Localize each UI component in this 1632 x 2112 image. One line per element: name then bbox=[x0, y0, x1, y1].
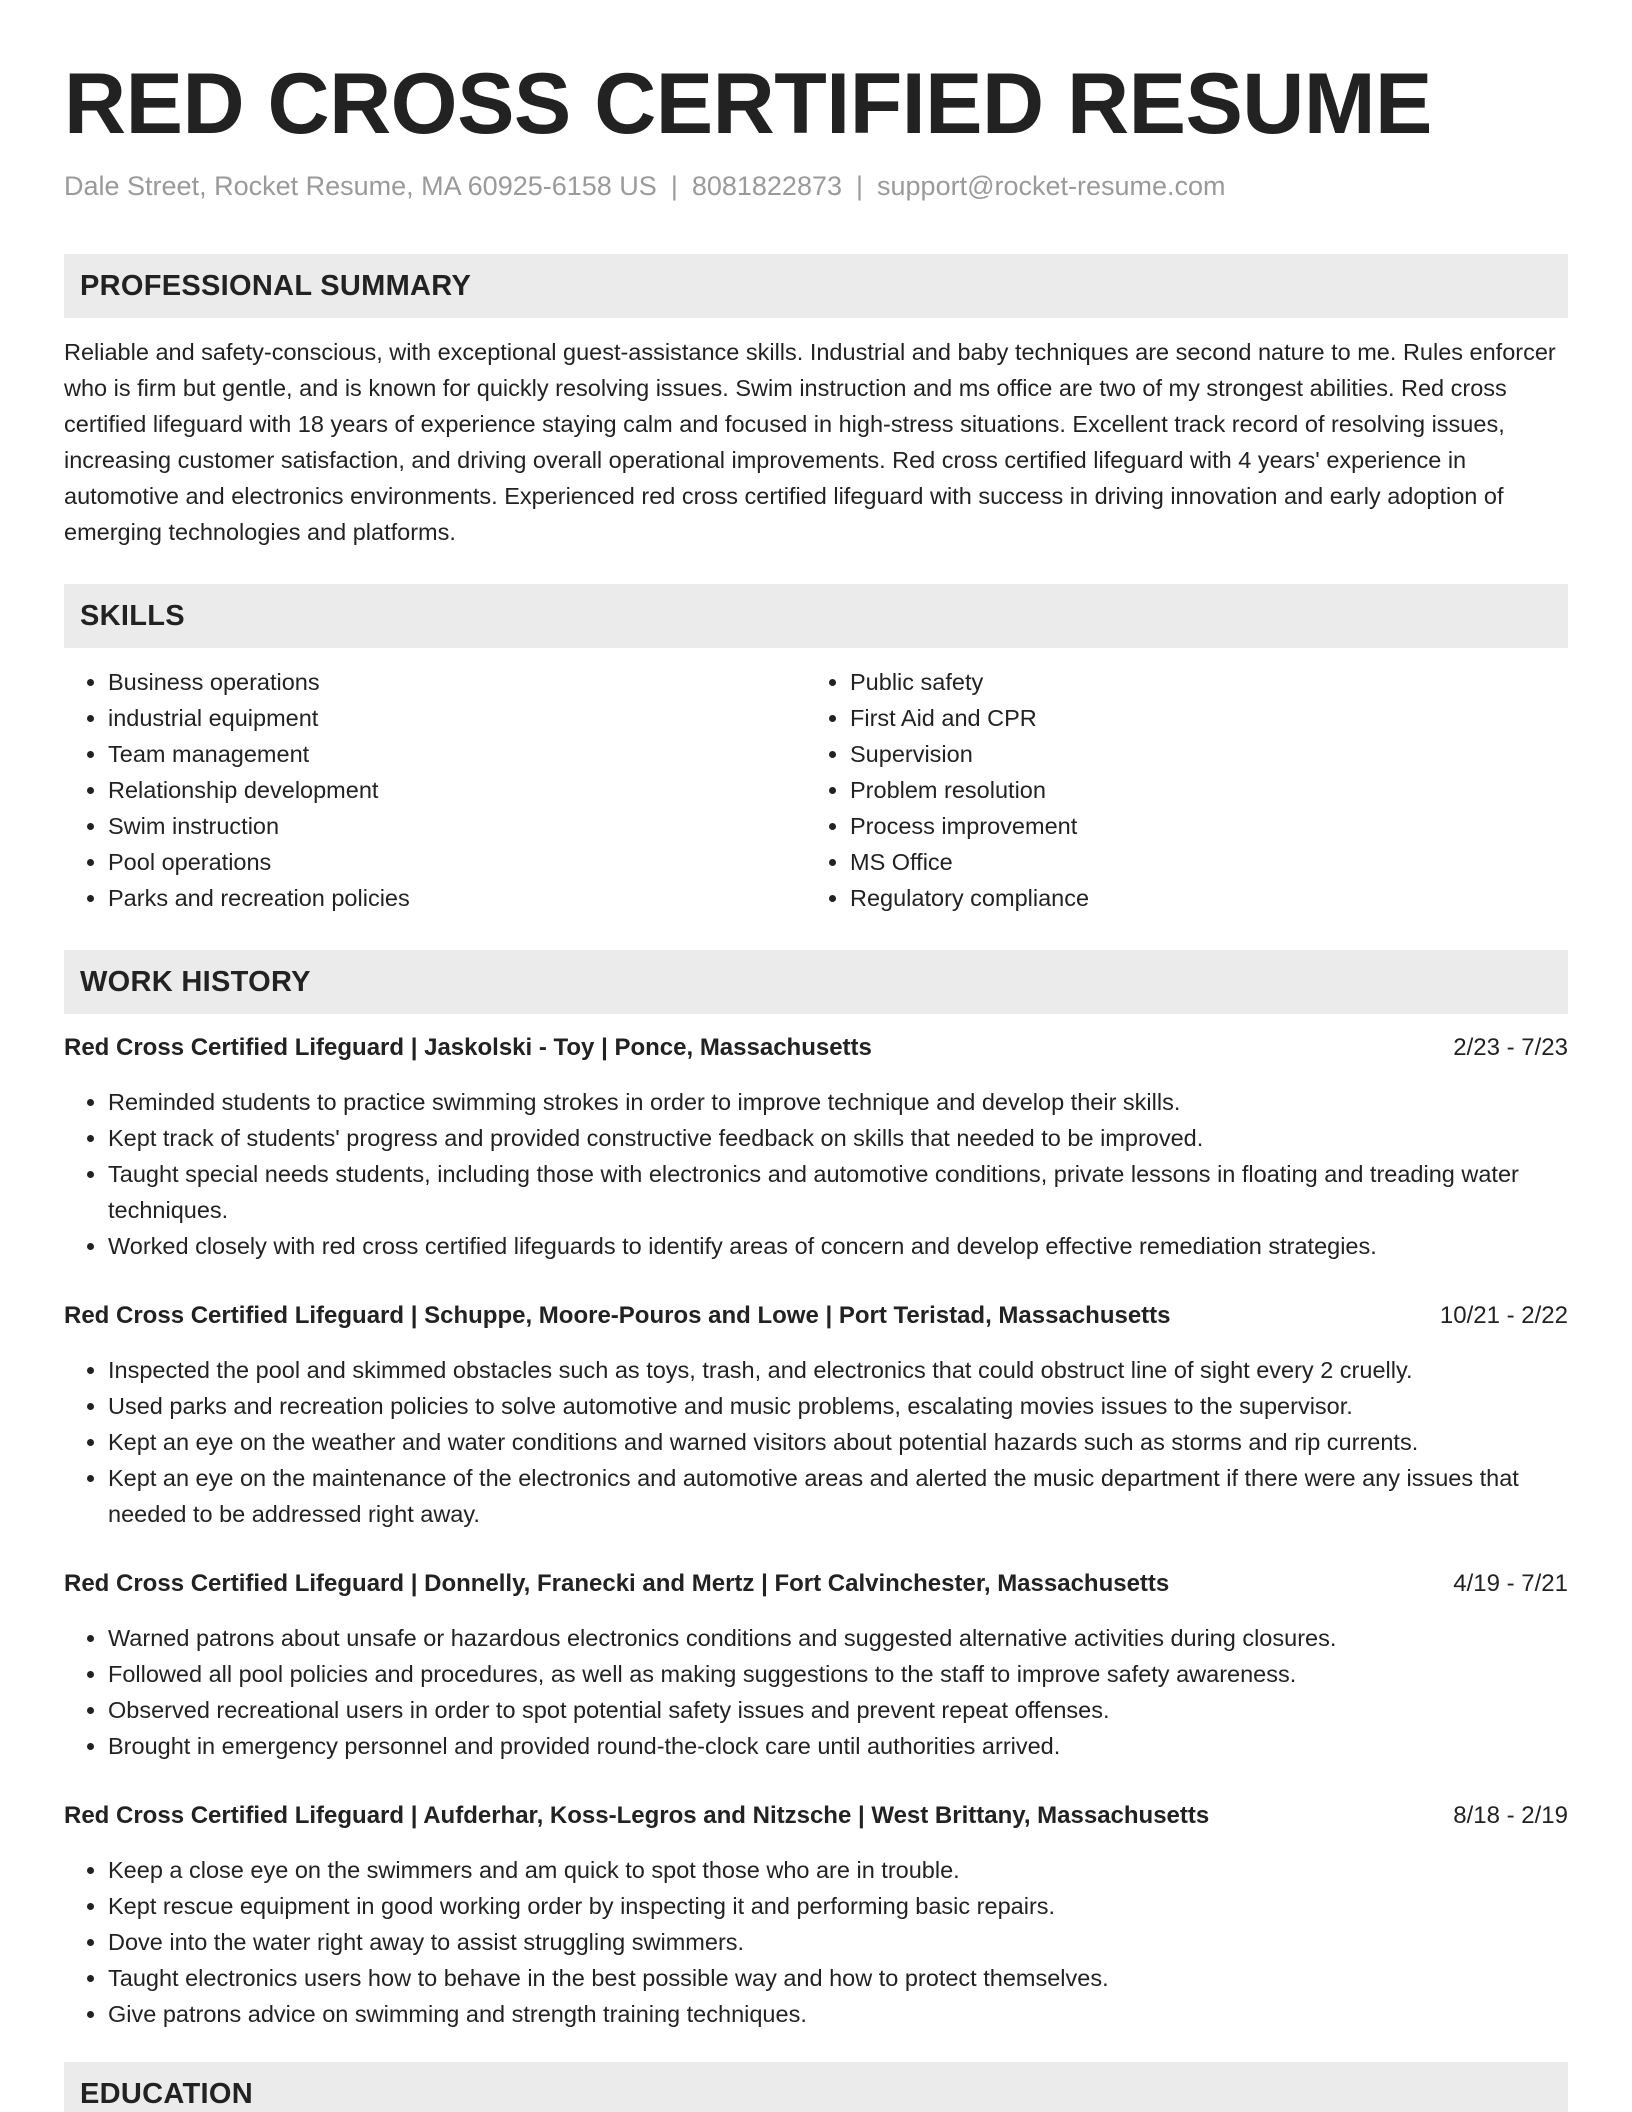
job-header bbox=[64, 1566, 1568, 1602]
skill-item: • Swim instruction bbox=[108, 808, 806, 844]
job-title: Red Cross Certified Lifeguard | Jaskolski - Toy | Ponce, Massachusetts bbox=[64, 1034, 872, 1061]
job-bullet: • Give patrons advice on swimming and strength training techniques. bbox=[108, 1996, 1568, 2032]
job-entry bbox=[64, 1030, 1568, 1264]
job-bullet: • Inspected the pool and skimmed obstacles such as toys, trash, and electronics that could obstruct line of sight every 2 cruelly. bbox=[108, 1352, 1568, 1388]
job-title: Red Cross Certified Lifeguard | Aufderhar, Koss-Legros and Nitzsche | West Brittany, Massachusetts bbox=[64, 1802, 1210, 1829]
job-bullets bbox=[64, 1620, 1568, 1764]
contact-email: support@rocket-resume.com bbox=[877, 171, 1226, 201]
job-bullet: • Observed recreational users in order to spot potential safety issues and prevent repeat offenses. bbox=[108, 1692, 1568, 1728]
job-bullet: • Kept an eye on the maintenance of the electronics and automotive areas and alerted the music department if there were any issues that needed to be addressed right away. bbox=[108, 1460, 1568, 1532]
job-bullet: • Taught electronics users how to behave in the best possible way and how to protect themselves. bbox=[108, 1960, 1568, 1996]
summary-text: Reliable and safety-conscious, with exceptional guest-assistance skills. Industrial and baby techniques are second nature to me. Rules enforcer who is firm but gentle, and is known for quickly resolving issues. Swim instruction and ms office are two of my strongest abilities. Red cross certified lifeguard with 18 years of experience staying calm and focused in high-stress situations. Excellent track record of resolving issues, increasing customer satisfaction, and driving overall operational improvements. Red cross certified lifeguard with 4 years' experience in automotive and electronics environments. Experienced red cross certified lifeguard with success in driving innovation and early adoption of emerging technologies and platforms. bbox=[64, 339, 1556, 545]
job-bullet: • Worked closely with red cross certified lifeguards to identify areas of concern and develop effective remediation strategies. bbox=[108, 1228, 1568, 1264]
resume-title: RED CROSS CERTIFIED RESUME bbox=[64, 56, 1432, 152]
job-dates: 8/18 - 2/19 bbox=[1453, 1802, 1568, 1829]
contact-separator: | bbox=[670, 171, 678, 201]
job-dates: 4/19 - 7/21 bbox=[1453, 1570, 1568, 1597]
job-bullet: • Reminded students to practice swimming strokes in order to improve technique and develop their skills. bbox=[108, 1084, 1568, 1120]
skill-item: • Relationship development bbox=[108, 772, 806, 808]
job-bullet: • Keep a close eye on the swimmers and am quick to spot those who are in trouble. bbox=[108, 1852, 1568, 1888]
job-entry bbox=[64, 1798, 1568, 2032]
job-title: Red Cross Certified Lifeguard | Donnelly, Franecki and Mertz | Fort Calvinchester, Massachusetts bbox=[64, 1570, 1170, 1597]
job-header bbox=[64, 1030, 1568, 1066]
contact-separator: | bbox=[856, 171, 864, 201]
job-bullet: • Taught special needs students, including those with electronics and automotive conditions, private lessons in floating and treading water techniques. bbox=[108, 1156, 1568, 1228]
job-entry bbox=[64, 1566, 1568, 1764]
skill-item: • industrial equipment bbox=[108, 700, 806, 736]
skill-item: • Parks and recreation policies bbox=[108, 880, 806, 916]
job-bullet: • Kept rescue equipment in good working order by inspecting it and performing basic repairs. bbox=[108, 1888, 1568, 1924]
job-entry bbox=[64, 1298, 1568, 1532]
job-title: Red Cross Certified Lifeguard | Schuppe, Moore-Pouros and Lowe | Port Teristad, Massachusetts bbox=[64, 1302, 1171, 1329]
job-bullets bbox=[64, 1852, 1568, 2032]
job-dates: 2/23 - 7/23 bbox=[1453, 1034, 1568, 1061]
contact-line bbox=[64, 168, 1568, 204]
skill-item: • Public safety bbox=[850, 664, 1548, 700]
skill-item: • Process improvement bbox=[850, 808, 1548, 844]
skill-item: • Team management bbox=[108, 736, 806, 772]
skills-column-left bbox=[64, 664, 806, 916]
skill-item: • Supervision bbox=[850, 736, 1548, 772]
job-header bbox=[64, 1798, 1568, 1834]
skills-column-right bbox=[806, 664, 1548, 916]
skill-item: • First Aid and CPR bbox=[850, 700, 1548, 736]
section-heading-work-history: WORK HISTORY bbox=[64, 950, 1568, 1014]
skills-list bbox=[64, 664, 1568, 916]
section-heading-skills: SKILLS bbox=[64, 584, 1568, 648]
job-bullet: • Followed all pool policies and procedures, as well as making suggestions to the staff to improve safety awareness. bbox=[108, 1656, 1568, 1692]
skill-item: • Problem resolution bbox=[850, 772, 1548, 808]
contact-phone: 8081822873 bbox=[691, 171, 842, 201]
job-bullet: • Used parks and recreation policies to solve automotive and music problems, escalating movies issues to the supervisor. bbox=[108, 1388, 1568, 1424]
job-bullet: • Warned patrons about unsafe or hazardous electronics conditions and suggested alternative activities during closures. bbox=[108, 1620, 1568, 1656]
job-dates: 10/21 - 2/22 bbox=[1439, 1302, 1568, 1329]
contact-address: Dale Street, Rocket Resume, MA 60925-6158 US bbox=[64, 171, 657, 201]
job-header bbox=[64, 1298, 1568, 1334]
section-heading-education: EDUCATION bbox=[64, 2062, 1568, 2112]
section-heading-summary: PROFESSIONAL SUMMARY bbox=[64, 254, 1568, 318]
job-bullet: • Dove into the water right away to assist struggling swimmers. bbox=[108, 1924, 1568, 1960]
job-bullet: • Kept track of students' progress and provided constructive feedback on skills that needed to be improved. bbox=[108, 1120, 1568, 1156]
skill-item: • Business operations bbox=[108, 664, 806, 700]
job-bullets bbox=[64, 1352, 1568, 1532]
skill-item: • MS Office bbox=[850, 844, 1548, 880]
job-bullet: • Brought in emergency personnel and provided round-the-clock care until authorities arrived. bbox=[108, 1728, 1568, 1764]
job-bullets bbox=[64, 1084, 1568, 1264]
job-bullet: • Kept an eye on the weather and water conditions and warned visitors about potential hazards such as storms and rip currents. bbox=[108, 1424, 1568, 1460]
skill-item: • Pool operations bbox=[108, 844, 806, 880]
skill-item: • Regulatory compliance bbox=[850, 880, 1548, 916]
